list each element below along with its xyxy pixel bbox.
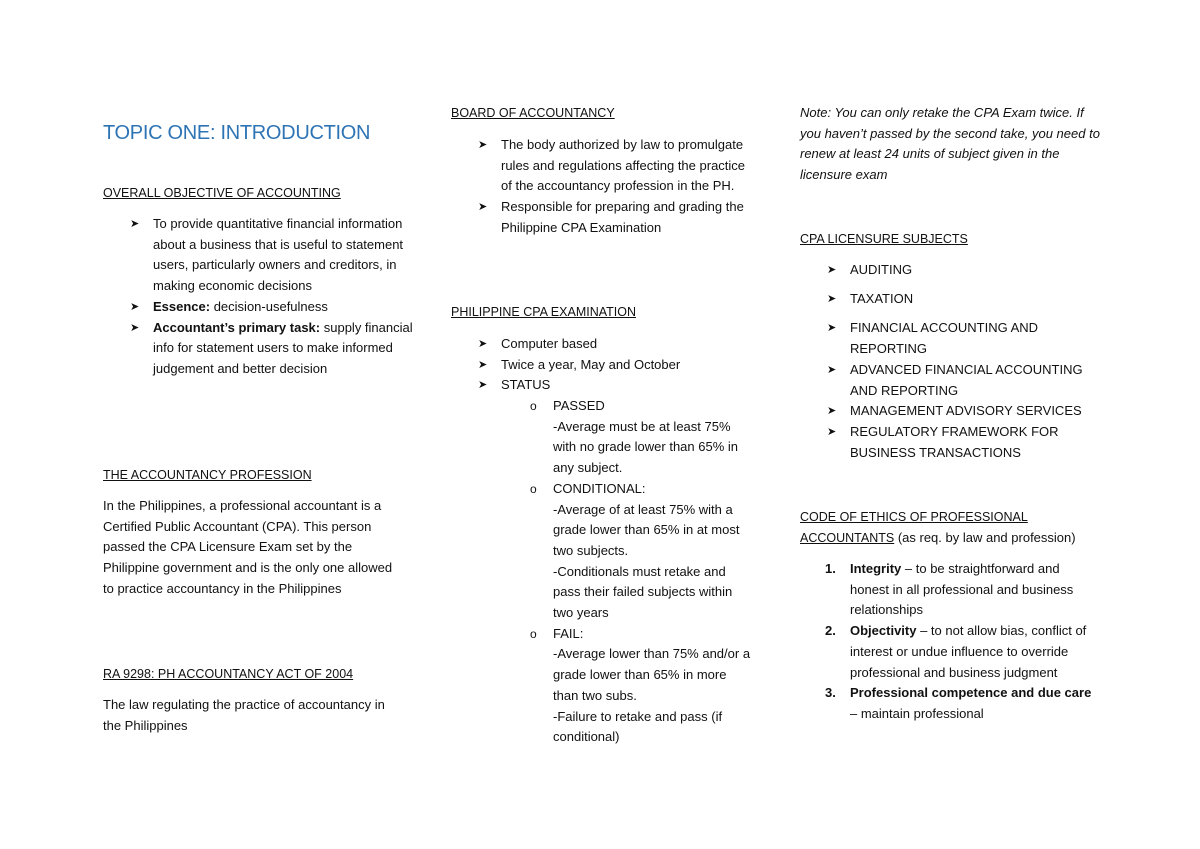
page-title: TOPIC ONE: INTRODUCTION (103, 122, 371, 144)
status-item: o FAIL: -Average lower than 75% and/or a grade lower than 65% in more than two subs. -Failure to retake and pass (if conditional) (530, 625, 751, 745)
list-item: ➤ The body authorized by law to promulgate rules and regulations affecting the practice of the accountancy profession in the PH. (478, 137, 746, 194)
hollow-circle-bullet-icon: o (530, 399, 537, 413)
ethics-list (800, 559, 1100, 725)
profession-heading: THE ACCOUNTANCY PROFESSION (103, 468, 312, 482)
profession-text: In the Philippines, a professional accountant is a Certified Public Accountant (CPA). This person passed the CPA Licensure Exam set by the Philippine government and is the only one allowed to practice accountancy in the Philippines (103, 498, 393, 596)
arrowhead-bullet-icon: ➤ (827, 322, 837, 335)
arrowhead-bullet-icon: ➤ (478, 379, 488, 392)
arrowhead-bullet-icon: ➤ (827, 425, 837, 438)
list-item: ➤ Twice a year, May and October (451, 355, 751, 376)
arrowhead-bullet-icon: ➤ (827, 405, 837, 418)
retake-note: Note: You can only retake the CPA Exam twice. If you haven’t passed by the second take, you need to renew at least 24 units of subject given in the licensure exam (800, 105, 1100, 183)
board-heading: BOARD OF ACCOUNTANCY (451, 106, 615, 120)
list-item: 1. Integrity – to be straightforward and honest in all professional and business relationships (825, 561, 1074, 618)
list-item: ➤ FINANCIAL ACCOUNTING AND REPORTING (827, 320, 1039, 357)
list-item: ➤ MANAGEMENT ADVISORY SERVICES (800, 401, 1100, 422)
arrowhead-bullet-icon: ➤ (130, 218, 140, 230)
list-item: ➤ Computer based (451, 334, 751, 355)
list-item: ➤ Responsible for preparing and grading the Philippine CPA Examination (478, 199, 744, 235)
arrowhead-bullet-icon: ➤ (130, 321, 140, 334)
list-item: ➤ TAXATION (800, 289, 1100, 310)
status-item: o CONDITIONAL: -Average of at least 75% with a grade lower than 65% in at most two subjects. -Conditionals must retake and pass their failed subjects within two years (530, 480, 740, 621)
list-item: ➤ To provide quantitative financial information about a business that is useful to statement users, particularly owners and creditors, in making economic decisions (130, 216, 404, 294)
hollow-circle-bullet-icon: o (530, 481, 537, 496)
hollow-circle-bullet-icon: o (530, 626, 537, 641)
list-item: ➤ REGULATORY FRAMEWORK FOR BUSINESS TRANSACTIONS (827, 423, 1059, 460)
arrowhead-bullet-icon: ➤ (130, 300, 140, 313)
list-item: ➤ Accountant’s primary task: supply financial info for statement users to make informed judgement and better decision (130, 319, 413, 376)
list-item: 3. Professional competence and due care – maintain professional (825, 685, 1092, 721)
arrowhead-bullet-icon: ➤ (478, 338, 488, 350)
ra-text: The law regulating the practice of accountancy in the Philippines (103, 697, 385, 733)
subjects-list (800, 260, 1100, 463)
list-item: ➤ AUDITING (800, 260, 1100, 281)
exam-heading: PHILIPPINE CPA EXAMINATION (451, 305, 636, 319)
arrowhead-bullet-icon: ➤ (478, 139, 488, 151)
board-list (451, 135, 751, 239)
arrowhead-bullet-icon: ➤ (478, 201, 488, 214)
list-item: 2. Objectivity – to not allow bias, conflict of interest or undue influence to override professional and business judgment (825, 623, 1087, 680)
objective-heading: OVERALL OBJECTIVE OF ACCOUNTING (103, 186, 341, 200)
ra-heading: RA 9298: PH ACCOUNTANCY ACT OF 2004 (103, 667, 354, 681)
arrowhead-bullet-icon: ➤ (827, 363, 837, 376)
arrowhead-bullet-icon: ➤ (827, 264, 837, 276)
status-item: o PASSED -Average must be at least 75% with no grade lower than 65% in any subject. (530, 398, 739, 476)
subjects-heading: CPA LICENSURE SUBJECTS (800, 232, 968, 246)
status-list (451, 396, 751, 748)
objective-list (103, 214, 413, 380)
ethics-heading: CODE OF ETHICS OF PROFESSIONAL ACCOUNTANTS (as req. by law and profession) (800, 510, 1076, 545)
list-item: ➤ Essence: decision-usefulness (103, 297, 413, 318)
list-item: ➤ ADVANCED FINANCIAL ACCOUNTING AND REPORTING (827, 361, 1083, 398)
list-item: ➤ STATUS (451, 375, 751, 396)
arrowhead-bullet-icon: ➤ (478, 358, 488, 371)
arrowhead-bullet-icon: ➤ (827, 292, 837, 305)
exam-list (451, 334, 751, 396)
